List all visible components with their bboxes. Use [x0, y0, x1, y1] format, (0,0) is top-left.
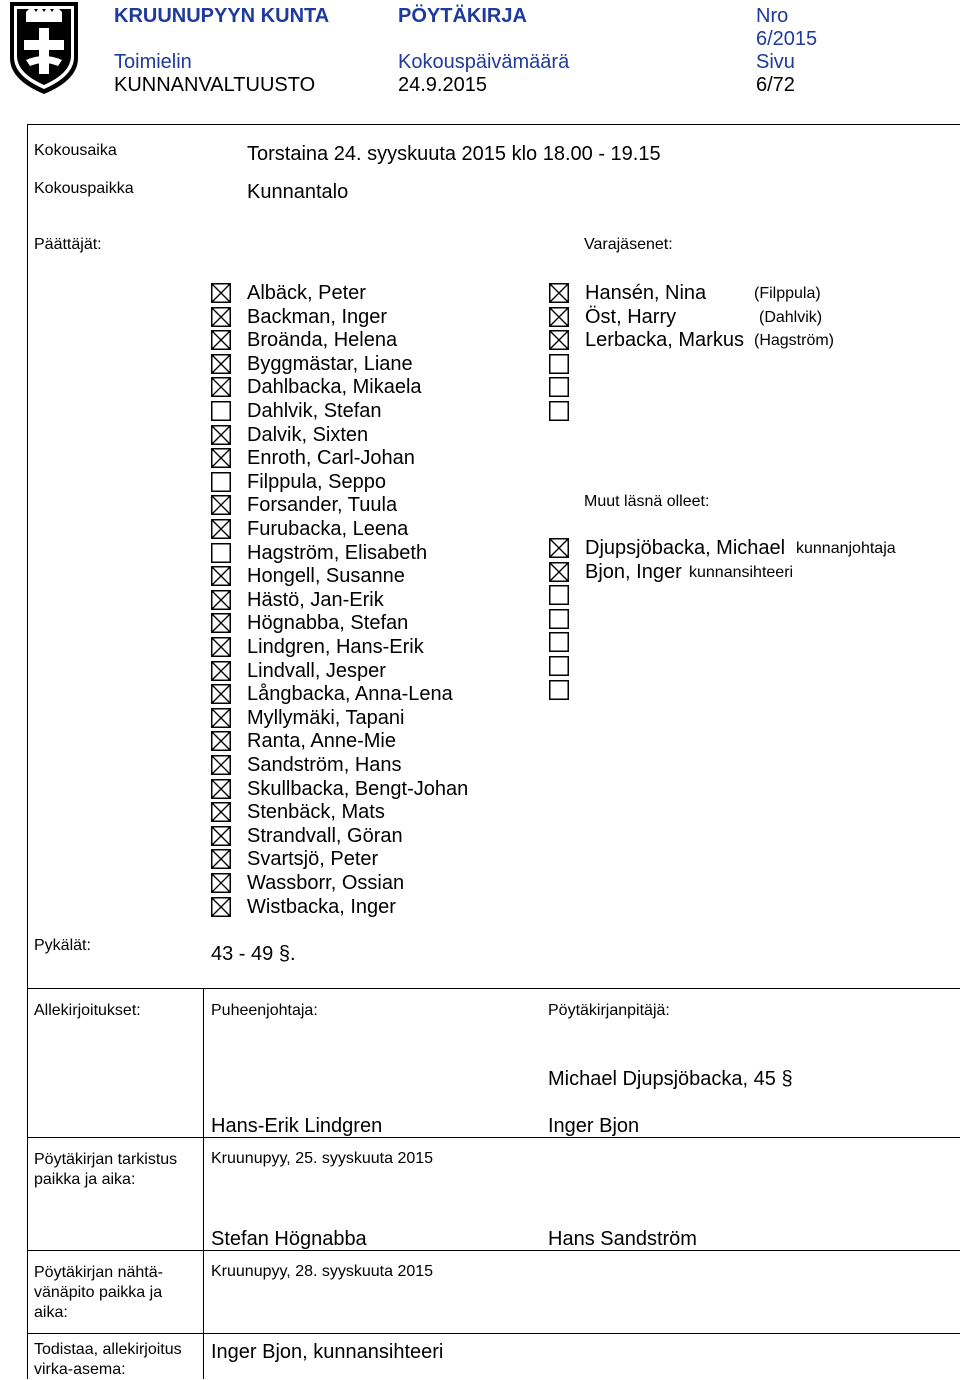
person-name: Hagström, Elisabeth [247, 541, 428, 564]
attendee-row [549, 631, 949, 655]
empty-checkbox[interactable] [549, 632, 569, 652]
person-name: Dalvik, Sixten [247, 423, 369, 446]
person-name: Byggmästar, Liane [247, 352, 413, 375]
others-label: Muut läsnä olleet: [584, 493, 710, 510]
substitutes-list [549, 282, 949, 432]
body-value: KUNNANVALTUUSTO [114, 74, 316, 96]
chair-label: Puheenjohtaja: [211, 1002, 318, 1019]
nro-label: Nro [756, 5, 789, 27]
checked-checkbox[interactable] [211, 590, 231, 610]
review-label: Pöytäkirjan tarkistus paikka ja aika: [34, 1151, 178, 1188]
decision-makers-label: Päättäjät: [34, 236, 102, 253]
frame-top [27, 124, 960, 125]
empty-checkbox[interactable] [549, 377, 569, 397]
body-label: Toimielin [114, 51, 192, 73]
secretary-label: Pöytäkirjanpitäjä: [548, 1002, 670, 1019]
checked-checkbox[interactable] [211, 637, 231, 657]
person-name: Skullbacka, Bengt-Johan [247, 777, 469, 800]
person-name: Broända, Helena [247, 329, 398, 352]
person-name: Stenbäck, Mats [247, 801, 385, 824]
checked-checkbox[interactable] [211, 826, 231, 846]
meeting-time-value: Torstaina 24. syyskuuta 2015 klo 18.00 - 19.15 [247, 143, 661, 165]
page-value: 6/72 [756, 74, 795, 96]
checked-checkbox[interactable] [549, 562, 569, 582]
member-row [211, 589, 541, 613]
empty-checkbox[interactable] [549, 401, 569, 421]
member-row [211, 730, 541, 754]
empty-checkbox[interactable] [211, 543, 231, 563]
member-row [211, 542, 541, 566]
substitute-row [549, 282, 949, 306]
person-name: Svartsjö, Peter [247, 848, 379, 871]
municipal-crest-logo [6, 0, 82, 96]
attendee-row [549, 608, 949, 632]
person-note: (Dahlvik) [759, 308, 823, 326]
checked-checkbox[interactable] [211, 495, 231, 515]
substitute-row [549, 353, 949, 377]
org-name: KRUUNUPYYN KUNTA [114, 5, 330, 27]
member-row [211, 565, 541, 589]
date-label: Kokouspäivämäärä [398, 51, 570, 73]
person-name: Dahlbacka, Mikaela [247, 376, 422, 399]
member-row [211, 801, 541, 825]
person-name: Lindvall, Jesper [247, 659, 386, 682]
display-value: Kruunupyy, 28. syyskuuta 2015 [211, 1263, 434, 1280]
checked-checkbox[interactable] [211, 873, 231, 893]
person-name: Wistbacka, Inger [247, 895, 396, 918]
empty-checkbox[interactable] [549, 680, 569, 700]
person-note: (Filppula) [754, 285, 821, 302]
checked-checkbox[interactable] [211, 802, 231, 822]
checked-checkbox[interactable] [549, 538, 569, 558]
person-name: Albäck, Peter [247, 282, 366, 304]
person-name: Öst, Harry [585, 305, 677, 328]
checked-checkbox[interactable] [211, 448, 231, 468]
attendee-row [549, 584, 949, 608]
checked-checkbox[interactable] [549, 283, 569, 303]
person-note: kunnanjohtaja [796, 540, 896, 557]
display-label: Pöytäkirjan nähtä-vänäpito paikka ja aika: [34, 1264, 163, 1321]
chair-name: Hans-Erik Lindgren [211, 1115, 383, 1137]
meeting-time-label: Kokousaika [34, 142, 117, 159]
member-row [211, 825, 541, 849]
meeting-place-label: Kokouspaikka [34, 180, 134, 197]
substitutes-label: Varajäsenet: [584, 236, 673, 253]
sections-label: Pykälät: [34, 937, 91, 954]
attendee-row [549, 537, 949, 561]
empty-checkbox[interactable] [211, 401, 231, 421]
member-row [211, 636, 541, 660]
empty-checkbox[interactable] [549, 656, 569, 676]
signatures-label: Allekirjoitukset: [34, 1002, 141, 1019]
person-name: Bjon, Inger [585, 560, 682, 583]
member-row [211, 306, 541, 330]
date-value: 24.9.2015 [398, 74, 487, 96]
person-name: Wassborr, Ossian [247, 872, 405, 894]
member-row [211, 329, 541, 353]
members-list [211, 282, 541, 922]
checked-checkbox[interactable] [211, 330, 231, 350]
person-name: Långbacka, Anna-Lena [247, 683, 453, 706]
person-name: Backman, Inger [247, 305, 388, 328]
checked-checkbox[interactable] [211, 849, 231, 869]
person-name: Sandström, Hans [247, 754, 402, 776]
review-value: Kruunupyy, 25. syyskuuta 2015 [211, 1150, 434, 1167]
person-name: Strandvall, Göran [247, 824, 403, 847]
frame-left [27, 124, 28, 1379]
person-note: (Hagström) [754, 332, 835, 350]
person-name: Hästö, Jan-Erik [247, 588, 384, 611]
member-row [211, 282, 541, 306]
person-name: Lerbacka, Markus [585, 329, 744, 352]
certify-top-rule [27, 1333, 960, 1334]
person-name: Ranta, Anne-Mie [247, 730, 396, 753]
person-name: Filppula, Seppo [247, 470, 386, 493]
person-name: Furubacka, Leena [247, 518, 409, 540]
checked-checkbox[interactable] [549, 307, 569, 327]
member-row [211, 376, 541, 400]
checker-2-name: Hans Sandström [548, 1228, 697, 1250]
substitute-row [549, 306, 949, 330]
person-name: Djupsjöbacka, Michael [585, 537, 786, 559]
checked-checkbox[interactable] [211, 731, 231, 751]
attendee-row [549, 679, 949, 703]
checked-checkbox[interactable] [211, 661, 231, 681]
checked-checkbox[interactable] [211, 377, 231, 397]
member-row [211, 707, 541, 731]
certify-value: Inger Bjon, kunnansihteeri [211, 1341, 444, 1363]
member-row [211, 660, 541, 684]
sections-value: 43 - 49 §. [211, 943, 296, 965]
checker-1-name: Stefan Högnabba [211, 1228, 367, 1250]
member-row [211, 848, 541, 872]
secretary-extra: Michael Djupsjöbacka, 45 § [548, 1068, 793, 1090]
member-row [211, 612, 541, 636]
attendee-row [549, 561, 949, 585]
member-row [211, 424, 541, 448]
member-row [211, 353, 541, 377]
empty-checkbox[interactable] [549, 585, 569, 605]
person-name: Lindgren, Hans-Erik [247, 636, 424, 658]
checked-checkbox[interactable] [211, 708, 231, 728]
checked-checkbox[interactable] [211, 684, 231, 704]
person-name: Högnabba, Stefan [247, 612, 409, 635]
signatures-column-rule [203, 988, 204, 1379]
document-type: PÖYTÄKIRJA [398, 5, 527, 27]
nro-value: 6/2015 [756, 28, 818, 50]
empty-checkbox[interactable] [211, 472, 231, 492]
member-row [211, 471, 541, 495]
person-name: Dahlvik, Stefan [247, 400, 382, 422]
checked-checkbox[interactable] [211, 897, 231, 917]
page-label: Sivu [756, 51, 795, 73]
substitute-row [549, 400, 949, 424]
substitute-row [549, 329, 949, 353]
checked-checkbox[interactable] [211, 283, 231, 303]
review-top-rule [27, 1137, 960, 1138]
checked-checkbox[interactable] [211, 425, 231, 445]
member-row [211, 494, 541, 518]
checked-checkbox[interactable] [549, 330, 569, 350]
person-name: Enroth, Carl-Johan [247, 447, 415, 470]
person-name: Myllymäki, Tapani [247, 706, 405, 729]
secretary-name: Inger Bjon [548, 1115, 640, 1137]
certify-label: Todistaa, allekirjoitus virka-asema: [34, 1341, 182, 1378]
person-name: Hongell, Susanne [247, 565, 405, 588]
others-list [549, 537, 949, 707]
empty-checkbox[interactable] [549, 609, 569, 629]
substitute-row [549, 376, 949, 400]
empty-checkbox[interactable] [549, 354, 569, 374]
member-row [211, 518, 541, 542]
person-name: Hansén, Nina [585, 282, 707, 304]
attendee-row [549, 655, 949, 679]
checked-checkbox[interactable] [211, 755, 231, 775]
member-row [211, 683, 541, 707]
member-row [211, 754, 541, 778]
member-row [211, 400, 541, 424]
member-row [211, 778, 541, 802]
person-name: Forsander, Tuula [247, 494, 398, 517]
checked-checkbox[interactable] [211, 519, 231, 539]
checked-checkbox[interactable] [211, 779, 231, 799]
checked-checkbox[interactable] [211, 613, 231, 633]
signatures-top-rule [27, 988, 960, 989]
person-note: kunnansihteeri [689, 563, 794, 581]
checked-checkbox[interactable] [211, 307, 231, 327]
checked-checkbox[interactable] [211, 354, 231, 374]
meeting-place-value: Kunnantalo [247, 181, 349, 203]
checked-checkbox[interactable] [211, 566, 231, 586]
member-row [211, 872, 541, 896]
display-top-rule [27, 1250, 960, 1251]
member-row [211, 896, 541, 920]
member-row [211, 447, 541, 471]
